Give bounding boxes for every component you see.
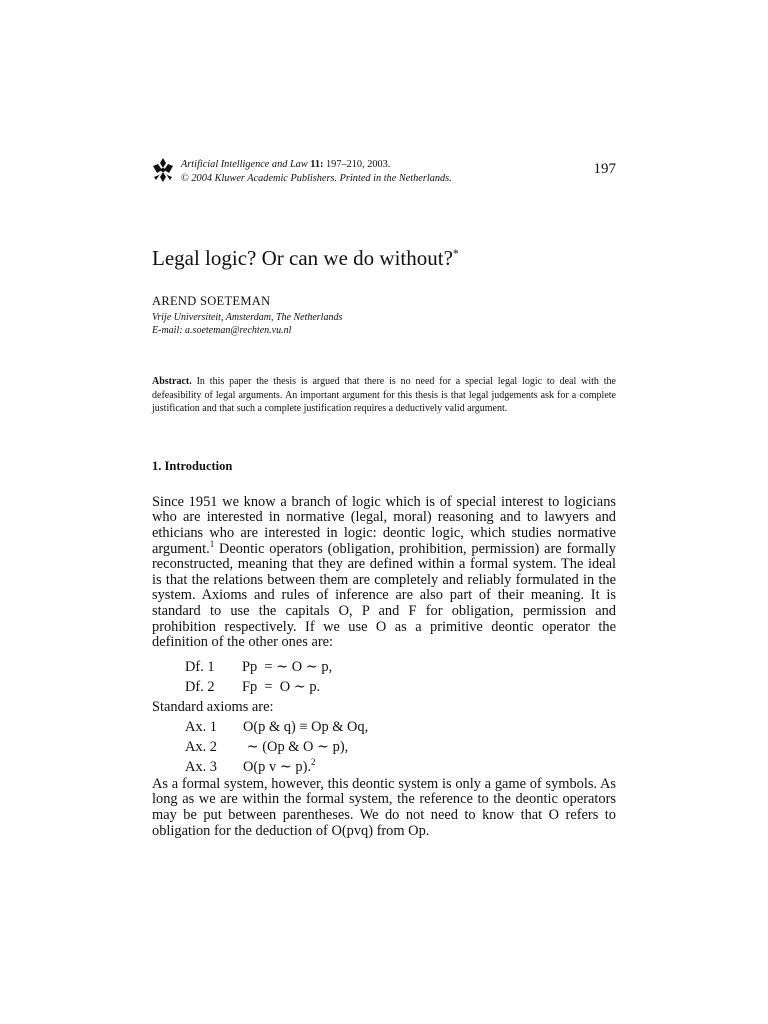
axiom-formula: O(p & q) ≡ Op & Oq, bbox=[243, 718, 369, 735]
paper-title-text: Legal logic? Or can we do without? bbox=[152, 246, 453, 270]
footnote-ref-2: 2 bbox=[311, 756, 316, 767]
definition-item bbox=[152, 657, 616, 677]
definition-formula: Fp = O ∼ p. bbox=[242, 678, 321, 695]
definition-label: Df. 1 bbox=[185, 658, 215, 675]
journal-header bbox=[152, 150, 616, 190]
definition-label: Df. 2 bbox=[185, 678, 215, 695]
section-heading: 1. Introduction bbox=[152, 458, 233, 473]
author-affiliation: Vrije Universiteit, Amsterdam, The Netherlands bbox=[152, 312, 343, 323]
paragraph-1-text-a: Since 1951 we know a branch of logic which is of special interest to logicians who are interested in normative (legal, moral) reasoning and to lawyers and ethicians who are interested in logic: deontic logic, which studies normative argument. bbox=[152, 493, 616, 557]
axioms-list bbox=[152, 717, 616, 777]
author-email: E-mail: a.soeteman@rechten.vu.nl bbox=[152, 325, 292, 336]
axiom-formula: ∼ (Op & O ∼ p), bbox=[243, 738, 349, 755]
axiom-label: Ax. 3 bbox=[185, 758, 217, 775]
definitions-list bbox=[152, 657, 616, 697]
author-name: AREND SOETEMAN bbox=[152, 294, 271, 308]
journal-name: Artificial Intelligence and Law bbox=[181, 159, 308, 170]
kluwer-ornament-icon bbox=[152, 157, 174, 183]
journal-citation bbox=[181, 158, 452, 185]
standard-axioms-label: Standard axioms are: bbox=[152, 698, 274, 715]
abstract-label: Abstract. bbox=[152, 376, 192, 387]
page-number: 197 bbox=[593, 161, 616, 177]
copyright-text: 2004 Kluwer Academic Publishers. Printed in the Netherlands. bbox=[188, 172, 452, 184]
paragraph-2: As a formal system, however, this deontic system is only a game of symbols. As long as we are within the formal system, the reference to the deontic operators may be put between parentheses. We do not need to know that O refers to obligation for the deduction of O(pvq) from Op. bbox=[152, 775, 616, 839]
definition-formula: Pp = ∼ O ∼ p, bbox=[242, 658, 333, 675]
abstract bbox=[152, 375, 616, 416]
journal-volume: 11: bbox=[310, 159, 324, 170]
journal-pages-year: 197–210, 2003. bbox=[323, 159, 391, 170]
axiom-item bbox=[152, 737, 616, 757]
footnote-ref-1: 1 bbox=[209, 538, 215, 549]
abstract-text: In this paper the thesis is argued that there is no need for a special legal logic to deal with the defeasibility of legal arguments. An important argument for this thesis is that legal judgements ask for a complete justification and that such a complete justification requires a deductively valid argument. bbox=[152, 376, 616, 415]
paragraph-1-text-b: Deontic operators (obligation, prohibition, permission) are formally reconstructed, meaning that they are defined within a formal system. The ideal is that the relations between them are completely and reliably formulated in the system. Axioms and rules of inference are also part of their meaning. It is standard to use the capitals O, P and F for obligation, permission and prohibition respectively. If we use O as a primitive deontic operator the definition of the other ones are: bbox=[152, 540, 616, 651]
axiom-item bbox=[152, 757, 616, 777]
paragraph-1 bbox=[152, 495, 616, 651]
page bbox=[152, 150, 616, 839]
axiom-label: Ax. 1 bbox=[185, 718, 217, 735]
title-footnote-mark: * bbox=[452, 246, 459, 260]
axiom-item bbox=[152, 717, 616, 737]
definition-item bbox=[152, 677, 616, 697]
copyright-symbol: © bbox=[181, 172, 189, 184]
axiom-label: Ax. 2 bbox=[185, 738, 217, 755]
paper-title bbox=[152, 240, 616, 271]
axiom-formula: O(p v ∼ p). bbox=[243, 758, 312, 775]
